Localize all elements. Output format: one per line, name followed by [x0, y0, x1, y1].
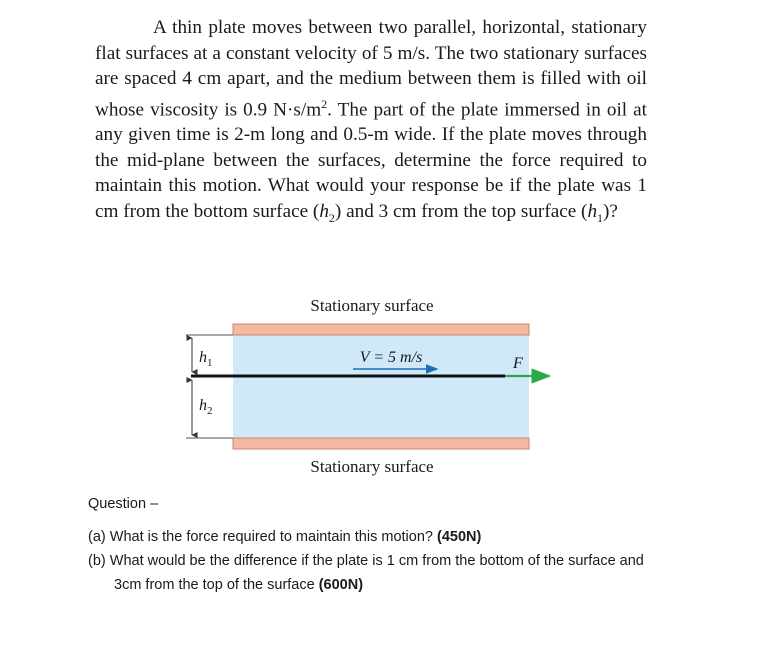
question-a — [88, 525, 728, 549]
problem-h1-sub: 1 — [597, 210, 604, 225]
question-b — [88, 549, 728, 573]
question-b-prefix: (b) — [88, 553, 106, 569]
top-surface — [233, 324, 529, 335]
question-block — [88, 496, 728, 597]
problem-text-1: A thin plate moves between two parallel, horizontal, stationary flat surfaces at a constant velocity of 5 m/s. The two stationary surfaces are spaced 4 cm apart, and the medium between them is filled with oil whose viscosity is 0.9 N·s/m — [95, 17, 647, 120]
bottom-surface-label: Stationary surface — [310, 457, 434, 476]
question-a-text: What is the force required to maintain this motion? — [109, 529, 433, 545]
bottom-surface — [233, 438, 529, 449]
h2-label: $h_2$ — [199, 397, 213, 417]
problem-text-3: ) and 3 cm from the top surface ( — [334, 200, 588, 222]
question-b-text-line1: What would be the difference if the plate is 1 cm from the bottom of the surface and — [109, 553, 644, 569]
question-a-prefix: (a) — [88, 529, 106, 545]
problem-text-4: )? — [603, 200, 618, 222]
question-b-answer: (600N) — [318, 577, 364, 593]
problem-sup: 2 — [321, 96, 328, 111]
top-surface-label: Stationary surface — [310, 296, 434, 315]
h1-label: $h_1$ — [199, 349, 213, 369]
problem-h2-sub: 2 — [328, 210, 335, 225]
velocity-label: V = 5 m/s — [359, 349, 423, 366]
question-heading: Question – — [88, 496, 159, 512]
question-a-answer: (450N) — [436, 529, 482, 545]
question-b-continued — [88, 573, 728, 597]
force-label: F — [513, 355, 523, 372]
problem-text-2: . The part of the plate immersed in oil at any given time is 2-m long and 0.5-m wide. If the plate moves through the mid-plane between the surfaces, determine the force required to maintain this motion. What would your response be if the plate was 1 cm from the bottom surface ( — [95, 98, 647, 222]
problem-h2-var: h — [319, 200, 329, 222]
problem-h1-var: h — [587, 200, 598, 222]
question-b-text-line2: 3cm from the top of the surface — [114, 577, 315, 593]
